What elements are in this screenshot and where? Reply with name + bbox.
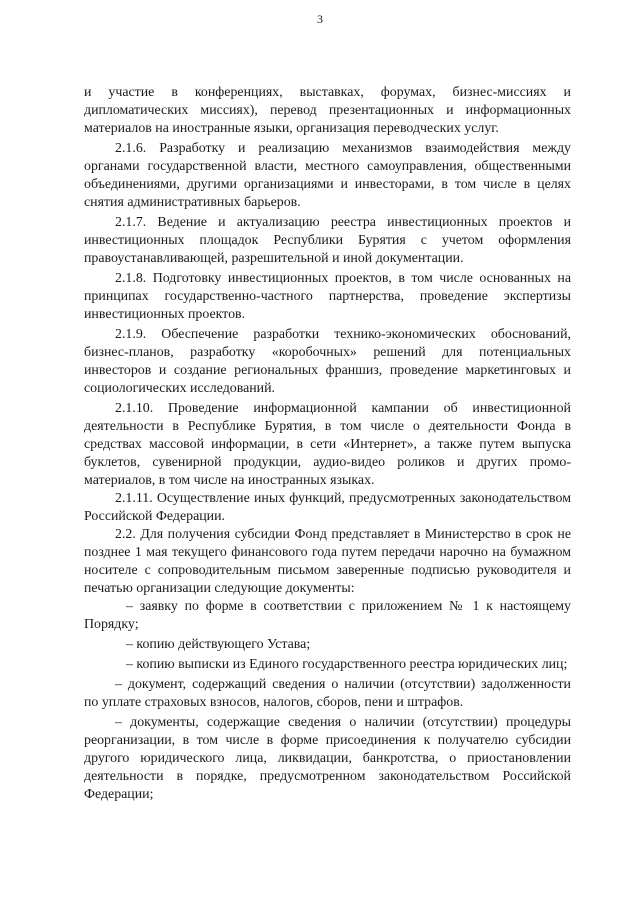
paragraph-2-1-10: 2.1.10. Проведение информационной кампании об инвестиционной деятельности в Республике Бурятия, в том числе о деятельности Фонда в средствах массовой информации, в сети «Интернет», а также путем выпуска буклетов, сувенирной продукции, аудио-видео роликов и других промо-материалов, в том числе на иностранных языках. [84, 401, 571, 488]
list-item-charter: – копию действующего Устава; [126, 637, 311, 652]
paragraph-2-1-7: 2.1.7. Ведение и актуализацию реестра инвестиционных проектов и инвестиционных площадок Республики Бурятия с учетом оформления правоустанавливающей, разрешительной и иной документации. [84, 215, 571, 266]
list-item-application: – заявку по форме в соответствии с приложением № 1 к настоящему Порядку; [84, 599, 571, 632]
page-number: 3 [317, 12, 323, 26]
list-item-debt-info: – документ, содержащий сведения о наличии (отсутствии) задолженности по уплате страховых взносов, налогов, сборов, пени и штрафов. [84, 677, 571, 710]
list-item-reorganization-info: – документы, содержащие сведения о наличии (отсутствии) процедуры реорганизации, в том числе в форме присоединения к получателю субсидии другого юридического лица, ликвидации, банкротства, о приостановлении деятельности в порядке, предусмотренном законодательством Российской Федерации; [84, 715, 571, 802]
paragraph-2-2: 2.2. Для получения субсидии Фонд представляет в Министерство в срок не позднее 1 мая текущего финансового года путем передачи нарочно на бумажном носителе с сопроводительным письмом заверенные подписью руководителя и печатью организации следующие документы: [84, 527, 571, 596]
paragraph-2-1-9: 2.1.9. Обеспечение разработки технико-экономических обоснований, бизнес-планов, разработку «коробочных» решений для потенциальных инвесторов и создание региональных франшиз, проведение маркетинговых и социологических исследований. [84, 327, 571, 396]
paragraph-2-1-8: 2.1.8. Подготовку инвестиционных проектов, в том числе основанных на принципах государственно-частного партнерства, проведение экспертизы инвестиционных проектов. [84, 271, 571, 322]
document-body [84, 84, 571, 804]
list-item-registry-extract: – копию выписки из Единого государственного реестра юридических лиц; [126, 657, 568, 672]
paragraph-2-1-11: 2.1.11. Осуществление иных функций, предусмотренных законодательством Российской Федерации. [84, 491, 571, 524]
paragraph-2-1-6: 2.1.6. Разработку и реализацию механизмов взаимодействия между органами государственной власти, местного самоуправления, общественными объединениями, другими организациями и инвесторами, в том числе в целях снятия административных барьеров. [84, 141, 571, 210]
paragraph-continuation: и участие в конференциях, выставках, форумах, бизнес-миссиях и дипломатических миссиях), перевод презентационных и информационных материалов на иностранные языки, организация переводческих услуг. [84, 85, 571, 136]
